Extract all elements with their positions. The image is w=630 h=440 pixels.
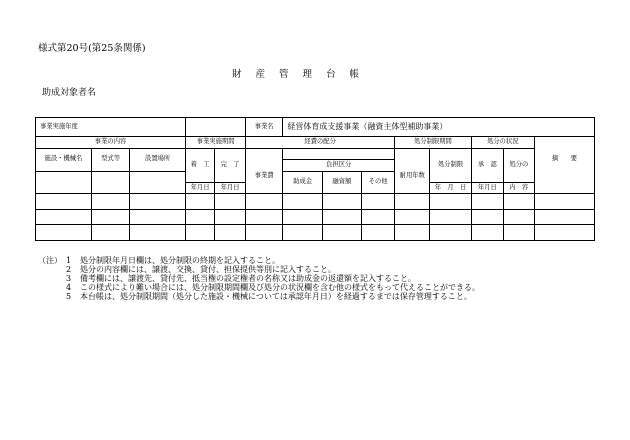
disposal-content-header: 内 容 xyxy=(503,182,534,194)
form-number: 様式第20号(第25条関係) xyxy=(38,43,146,54)
project-name-value: 経営体育成支援事業（融資主体型補助事業） xyxy=(283,118,595,137)
disposal-limit-header-top xyxy=(430,148,471,160)
note-text: 本台帳は、処分制限期間（処分した施設・機械については承認年月日）を経過するまでは保存管理すること。 xyxy=(80,292,472,301)
note-text: 処分制限年月日欄は、処分制限の終期を記入すること。 xyxy=(80,256,280,265)
completion-date-header: 年月日 xyxy=(215,182,246,194)
approval-header: 承 認 xyxy=(471,160,503,172)
note-number: 2 xyxy=(66,265,72,274)
note-item xyxy=(38,274,480,283)
other-header: その他 xyxy=(362,171,395,194)
project-name-label: 事業名 xyxy=(246,118,283,137)
start-header: 着 工 xyxy=(186,160,215,172)
cost-allocation-header: 経費の配分 xyxy=(246,137,395,149)
note-item xyxy=(38,256,480,265)
note-text: 備考欄には、譲渡先、貸付先、抵当権の設定権者の名称又は助成金の返還額を記入すること。 xyxy=(80,274,416,283)
table-row xyxy=(36,209,595,225)
project-cost-header-top xyxy=(246,148,283,160)
disposal-limit-header-spacer xyxy=(430,171,471,182)
useful-life-header: 耐用年数 xyxy=(395,160,430,194)
table-row xyxy=(36,194,595,210)
approval-header-top xyxy=(471,148,503,160)
note-text: 処分の内容欄には、譲渡、交換、貸付、担保提供等別に記入すること。 xyxy=(80,265,336,274)
subsidy-header: 助成金 xyxy=(283,171,322,194)
completion-header-spacer xyxy=(215,171,246,182)
model-header-bottom xyxy=(91,171,129,194)
disposal-detail-header: 処分の xyxy=(503,160,534,172)
burden-header-top xyxy=(283,148,395,160)
remarks-header-bottom xyxy=(534,171,594,194)
start-header-spacer xyxy=(186,171,215,182)
notes-section xyxy=(38,256,480,301)
subject-label: 助成対象者名 xyxy=(42,88,97,98)
disposal-status-header: 処分の状況 xyxy=(471,137,534,149)
fiscal-year-label: 事業実施年度 xyxy=(36,118,186,137)
page-title: 財産管理台帳 xyxy=(232,69,374,80)
useful-life-header-top xyxy=(395,148,430,160)
note-item xyxy=(38,265,480,274)
property-ledger-table xyxy=(35,117,595,241)
start-date-header: 年月日 xyxy=(186,182,215,194)
loan-amount-header: 融資額 xyxy=(322,171,361,194)
note-item xyxy=(38,292,480,301)
header-row-1 xyxy=(36,137,595,149)
location-header: 設置場所 xyxy=(130,148,186,171)
disposal-detail-header-top xyxy=(503,148,534,160)
notes-prefix: （注） xyxy=(38,256,62,265)
table-row xyxy=(36,225,595,241)
fiscal-year-value[interactable] xyxy=(186,118,246,137)
model-header: 型式等 xyxy=(91,148,129,171)
note-number: 5 xyxy=(66,292,72,301)
note-number: 3 xyxy=(66,274,72,283)
facility-name-header: 施設・機械名 xyxy=(36,148,92,171)
project-period-header: 事業実施期間 xyxy=(186,137,246,149)
disposal-detail-header-spacer xyxy=(503,171,534,182)
location-header-bottom xyxy=(130,171,186,194)
header-row-4 xyxy=(36,171,595,182)
remarks-header-top xyxy=(534,137,594,149)
ledger-top-row xyxy=(36,118,595,137)
disposal-period-header: 処分制限期間 xyxy=(395,137,472,149)
note-number: 1 xyxy=(66,256,72,265)
disposal-limit-date-header: 年 月 日 xyxy=(430,182,471,194)
project-cost-header: 事業費 xyxy=(246,160,283,194)
disposal-limit-header: 処分制限 xyxy=(430,160,471,172)
approval-header-spacer xyxy=(471,171,503,182)
completion-header: 完 了 xyxy=(215,160,246,172)
facility-name-header-bottom xyxy=(36,171,92,194)
approval-date-header: 年月日 xyxy=(471,182,503,194)
note-item xyxy=(38,283,480,292)
project-content-header: 事業の内容 xyxy=(36,137,186,149)
burden-category-header: 負担区分 xyxy=(283,160,395,172)
completion-header-top xyxy=(215,148,246,160)
note-text: この様式により難い場合には、処分制限期間欄及び処分の状況欄を含む他の様式をもって代えることができる。 xyxy=(80,283,480,292)
header-row-2 xyxy=(36,148,595,160)
note-number: 4 xyxy=(66,283,72,292)
start-header-top xyxy=(186,148,215,160)
remarks-header: 摘 要 xyxy=(534,148,594,171)
